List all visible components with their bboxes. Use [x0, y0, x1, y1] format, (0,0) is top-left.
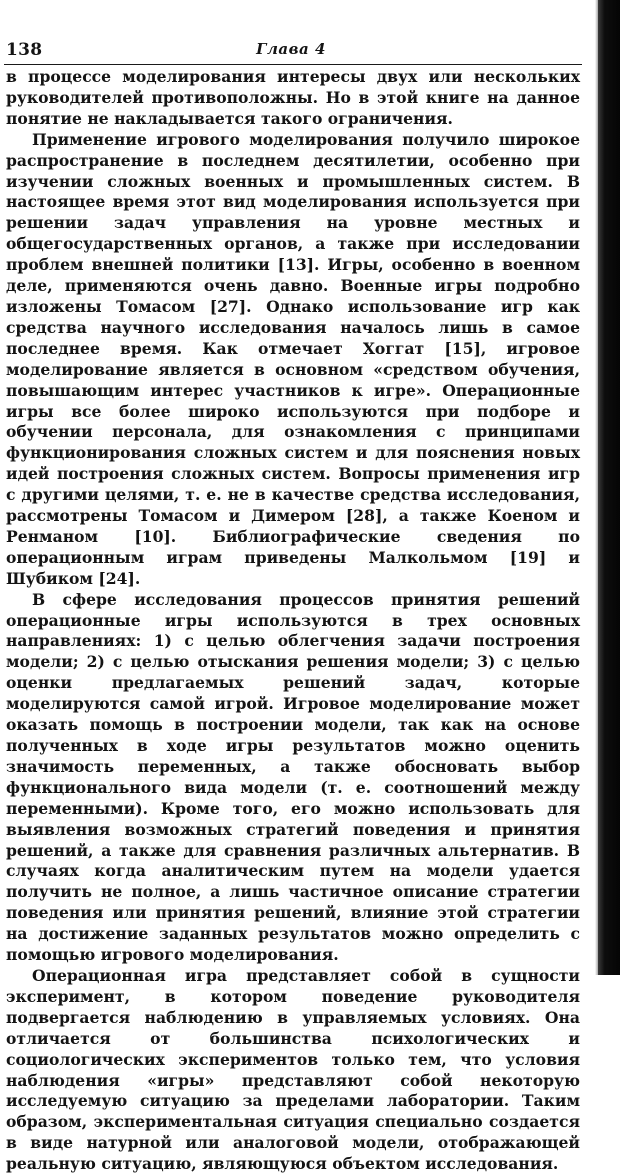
page-number: 138 — [6, 40, 43, 60]
paragraph: Применение игрового моделирования получило широкое распространение в последнем десятилетии, особенно при изучении сложных военных и промышленных систем. В настоящее время этот вид моделирования используется при решении задач управления на уровне местных и общегосударственных органов, а также при исследовании проблем внешней политики [13]. Игры, особенно в военном деле, применяются очень давно. Военные игры подробно изложены Томасом [27]. Однако использование игр как средства научного исследования началось лишь в самое последнее время. Как отмечает Хоггат [15], игровое моделирование является в основном «средством обучения, повышающим интерес участников к игре». Операционные игры все более широко используются при подборе и обучении персонала, для ознакомления с принципами функционирования сложных систем и для пояснения новых идей построения сложных систем. Вопросы применения игр с другими целями, т. е. не в качестве средства исследования, рассмотрены Томасом и Димером [28], а также Коеном и Ренманом [10]. Библиографические сведения по операционным играм приведены Малкольмом [19] и Шубиком [24]. — [6, 129, 580, 588]
paragraph-continuation: в процессе моделирования интересы двух или нескольких руководителей противоположны. Но в этой книге на данное понятие не накладывается такого ограничения. — [6, 67, 580, 128]
body-text — [6, 67, 580, 1175]
header-rule — [4, 64, 582, 65]
paragraph: Операционная игра представляет собой в сущности эксперимент, в котором поведение руководителя подвергается наблюдению в управляемых условиях. Она отличается от большинства психологических и социологических экспериментов только тем, что условия наблюдения «игры» представляют собой некоторую исследуемую ситуацию за пределами лаборатории. Таким образом, экспериментальная ситуация специально создается в виде натурной или аналоговой модели, отображающей реальную ситуацию, являющуюся объектом исследования. — [6, 965, 580, 1174]
paragraph: В сфере исследования процессов принятия решений операционные игры используются в трех основных направлениях: 1) с целью облегчения задачи построения модели; 2) с целью отыскания решения модели; 3) с целью оценки предлагаемых решений задач, которые моделируются самой игрой. Игровое моделирование может оказать помощь в построении модели, так как на основе полученных в ходе игры результатов можно оценить значимость переменных, а также обосновать выбор функционального вида модели (т. е. соотношений между переменными). Кроме того, его можно использовать для выявления возможных стратегий поведения и принятия решений, а также для сравнения различных альтернатив. В случаях когда аналитическим путем на модели удается получить не полное, а лишь частичное описание стратегии поведения или принятия решений, влияние этой стратегии на достижение заданных результатов можно определить с помощью игрового моделирования. — [6, 589, 580, 965]
book-spine — [598, 0, 620, 975]
chapter-title: Глава 4 — [256, 40, 326, 58]
page-header — [6, 40, 576, 60]
